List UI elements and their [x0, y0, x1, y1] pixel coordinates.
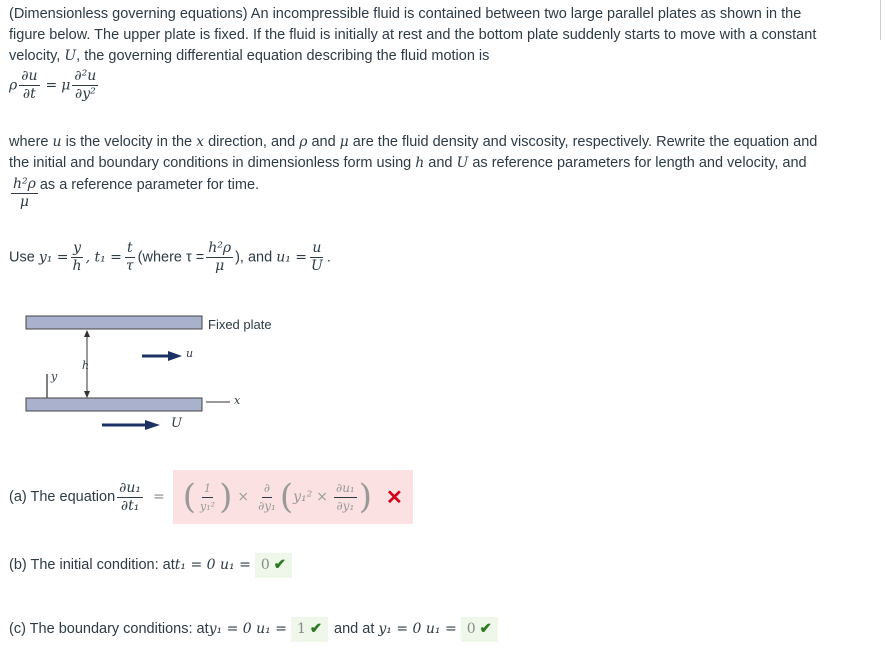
x-label: x: [234, 394, 241, 407]
text: Use: [9, 249, 39, 266]
text: , the governing differential equation describing the fluid motion is: [76, 48, 490, 64]
num: ∂u₁: [119, 479, 142, 496]
math: y₁²: [293, 488, 313, 505]
part-b-label: (b) The initial condition: at: [9, 557, 175, 573]
text: as a reference parameter for time.: [39, 177, 260, 194]
answer-b[interactable]: [255, 553, 292, 578]
governing-equation: [9, 68, 100, 103]
correct-icon: ✔: [479, 621, 492, 637]
num: ∂u₁: [334, 480, 357, 498]
answer-a[interactable]: [173, 470, 413, 524]
text: and: [307, 134, 340, 150]
den: μ: [19, 194, 29, 210]
den: ∂t: [22, 86, 36, 102]
arrowhead-icon: [84, 391, 90, 398]
text: direction, and: [204, 134, 300, 150]
fixed-plate: [26, 316, 202, 329]
h-label: h: [82, 359, 90, 372]
paren: (: [182, 476, 197, 517]
body-line: [9, 176, 817, 211]
moving-plate: [26, 398, 202, 411]
part-a: [9, 470, 413, 524]
math: y₁ =: [38, 249, 69, 266]
intro-line: figure below. The upper plate is fixed. If the fluid is initially at rest and the bottom plate suddenly starts to move with a constant: [9, 27, 817, 43]
fixed-plate-label: Fixed plate: [208, 317, 272, 332]
paren: ): [358, 476, 373, 517]
fraction: [124, 240, 136, 275]
num: ∂: [262, 480, 272, 498]
y-label: y: [51, 370, 58, 383]
fraction: [19, 68, 39, 103]
math: h: [415, 155, 425, 171]
text: where: [9, 134, 53, 150]
den: ∂y₁: [336, 498, 355, 513]
math: u₁ =: [276, 249, 308, 266]
math: x: [196, 134, 205, 150]
fraction: [309, 240, 325, 275]
arrowhead-icon: [84, 330, 90, 337]
fraction: [206, 240, 233, 275]
text: .: [326, 249, 331, 266]
fraction: [117, 480, 143, 515]
math: μ: [61, 77, 71, 94]
den: τ: [125, 258, 134, 274]
part-c: [9, 617, 498, 642]
u-label: u: [186, 347, 194, 360]
math: ×: [316, 488, 328, 505]
problem-body: [9, 132, 817, 211]
den: y₁²: [200, 499, 216, 513]
den: U: [311, 258, 323, 274]
answer-c1[interactable]: [291, 617, 328, 642]
fraction: [11, 176, 38, 211]
math: y₁ = 0 u₁ =: [378, 621, 457, 637]
math: , t₁ =: [85, 249, 122, 266]
scrollbar[interactable]: [880, 0, 885, 40]
parallel-plates-figure: [20, 312, 290, 442]
math: y₁ = 0 u₁ =: [208, 621, 287, 637]
answer-c2[interactable]: [461, 617, 498, 642]
den: h: [72, 258, 82, 274]
fraction: [71, 240, 84, 275]
text: is the velocity in the: [61, 134, 197, 150]
text: and at: [334, 621, 379, 637]
answer-value: 0: [260, 557, 270, 573]
incorrect-icon: ✕: [386, 484, 403, 509]
part-c-label: (c) The boundary conditions: at: [9, 621, 209, 637]
num: 1: [202, 480, 213, 498]
math: μ: [339, 134, 349, 150]
num: y: [73, 240, 81, 256]
num: h²ρ: [208, 240, 232, 256]
text: (where τ =: [137, 249, 205, 266]
problem-intro: [9, 4, 816, 67]
math: =: [45, 77, 58, 94]
num: ∂²u: [74, 68, 97, 84]
math: t₁ = 0 u₁ =: [174, 557, 251, 573]
num: t: [126, 240, 133, 256]
text: are the fluid density and viscosity, respectively. Rewrite the equation and: [348, 134, 818, 150]
arrowhead-icon: [168, 351, 182, 361]
fraction: [198, 480, 217, 515]
math: ρ: [299, 134, 308, 150]
answer-value: 1: [296, 621, 306, 637]
paren: ): [219, 476, 233, 517]
math: u: [52, 134, 62, 150]
text: and: [424, 155, 457, 171]
arrowhead-icon: [145, 420, 160, 430]
math: =: [153, 488, 165, 505]
den: ∂t₁: [120, 497, 140, 514]
substitution-hint: [9, 240, 331, 275]
fraction: [334, 480, 357, 515]
fraction: [72, 68, 98, 103]
text: the initial and boundary conditions in dimensionless form using: [9, 155, 416, 171]
paren: (: [279, 476, 294, 517]
text: ), and: [235, 249, 273, 266]
math: ×: [237, 488, 250, 505]
den: μ: [215, 258, 225, 274]
den: ∂y₁: [258, 498, 276, 513]
den: ∂y²: [74, 86, 96, 102]
intro-line: [9, 46, 816, 67]
correct-icon: ✔: [273, 557, 286, 573]
num: u: [312, 240, 322, 256]
math: U: [456, 155, 469, 171]
math: U: [64, 48, 77, 64]
correct-icon: ✔: [309, 621, 323, 637]
answer-value: 0: [466, 621, 476, 637]
body-line: [9, 153, 817, 174]
part-b: [9, 553, 292, 578]
body-line: [9, 132, 817, 153]
text: velocity,: [9, 48, 65, 64]
fraction: [256, 480, 278, 515]
text: as reference parameters for length and velocity, and: [468, 155, 807, 171]
U-label: U: [171, 416, 182, 431]
num: h²ρ: [13, 176, 36, 192]
part-a-label: (a) The equation: [9, 488, 116, 505]
intro-line: (Dimensionless governing equations) An incompressible fluid is contained between two large parallel plates as shown in the: [9, 6, 802, 22]
num: ∂u: [21, 68, 38, 84]
math: ρ: [9, 77, 18, 94]
